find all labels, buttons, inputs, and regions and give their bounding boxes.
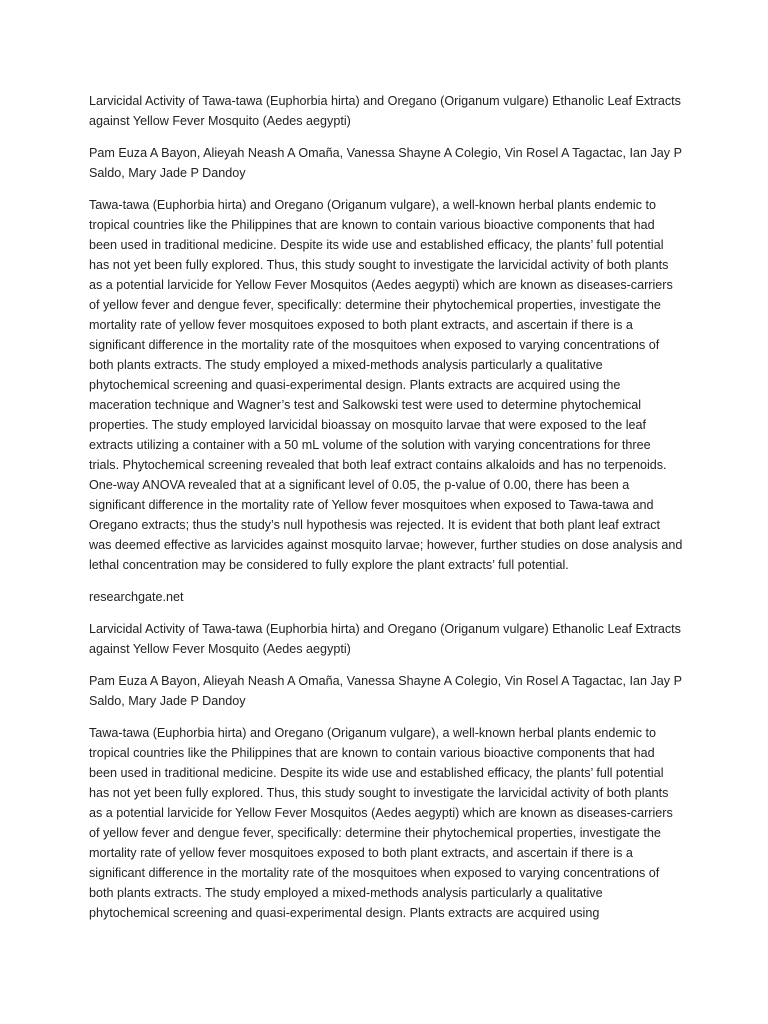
document-page — [89, 91, 683, 935]
paper-authors: Pam Euza A Bayon, Alieyah Neash A Omaña, Vanessa Shayne A Colegio, Vin Rosel A Tagactac, Ian Jay P Saldo, Mary Jade P Dandoy — [89, 146, 682, 180]
paper-title: Larvicidal Activity of Tawa-tawa (Euphorbia hirta) and Oregano (Origanum vulgare) Ethanolic Leaf Extracts against Yellow Fever Mosquito (Aedes aegypti) — [89, 94, 681, 128]
paper-abstract: Tawa-tawa (Euphorbia hirta) and Oregano (Origanum vulgare), a well-known herbal plants endemic to tropical countries like the Philippines that are known to contain various bioactive components that had been used in traditional medicine. Despite its wide use and established efficacy, the plants’ full potential has not yet been fully explored. Thus, this study sought to investigate the larvicidal activity of both plants as a potential larvicide for Yellow Fever Mosquitos (Aedes aegypti) which are known as diseases-carriers of yellow fever and dengue fever, specifically: determine their phytochemical properties, investigate the mortality rate of yellow fever mosquitoes exposed to both plant extracts, and ascertain if there is a significant difference in the mortality rate of the mosquitoes when exposed to varying concentrations of both plants extracts. The study employed a mixed-methods analysis particularly a qualitative phytochemical screening and quasi-experimental design. Plants extracts are acquired using the maceration technique and Wagner’s test and Salkowski test were used to determine phytochemical properties. The study employed larvicidal bioassay on mosquito larvae that were exposed to the leaf extracts utilizing a container with a 50 mL volume of the solution with varying concentrations for three trials. Phytochemical screening revealed that both leaf extract contains alkaloids and has no terpenoids. One-way ANOVA revealed that at a significant level of 0.05, the p-value of 0.00, there has been a significant difference in the mortality rate of Yellow fever mosquitoes when exposed to Tawa-tawa and Oregano extracts; thus the study’s null hypothesis was rejected. It is evident that both plant leaf extract was deemed effective as larvicides against mosquito larvae; however, further studies on dose analysis and lethal concentration may be considered to fully explore the plant extracts’ full potential. — [89, 198, 683, 572]
source-link[interactable]: researchgate.net — [89, 590, 184, 604]
paper-abstract-repeat: Tawa-tawa (Euphorbia hirta) and Oregano (Origanum vulgare), a well-known herbal plants endemic to tropical countries like the Philippines that are known to contain various bioactive components that had been used in traditional medicine. Despite its wide use and established efficacy, the plants’ full potential has not yet been fully explored. Thus, this study sought to investigate the larvicidal activity of both plants as a potential larvicide for Yellow Fever Mosquitos (Aedes aegypti) which are known as diseases-carriers of yellow fever and dengue fever, specifically: determine their phytochemical properties, investigate the mortality rate of yellow fever mosquitoes exposed to both plant extracts, and ascertain if there is a significant difference in the mortality rate of the mosquitoes when exposed to varying concentrations of both plants extracts. The study employed a mixed-methods analysis particularly a qualitative phytochemical screening and quasi-experimental design. Plants extracts are acquired using — [89, 726, 673, 920]
paper-title-repeat: Larvicidal Activity of Tawa-tawa (Euphorbia hirta) and Oregano (Origanum vulgare) Ethanolic Leaf Extracts against Yellow Fever Mosquito (Aedes aegypti) — [89, 622, 681, 656]
paper-authors-repeat: Pam Euza A Bayon, Alieyah Neash A Omaña, Vanessa Shayne A Colegio, Vin Rosel A Tagactac, Ian Jay P Saldo, Mary Jade P Dandoy — [89, 674, 682, 708]
